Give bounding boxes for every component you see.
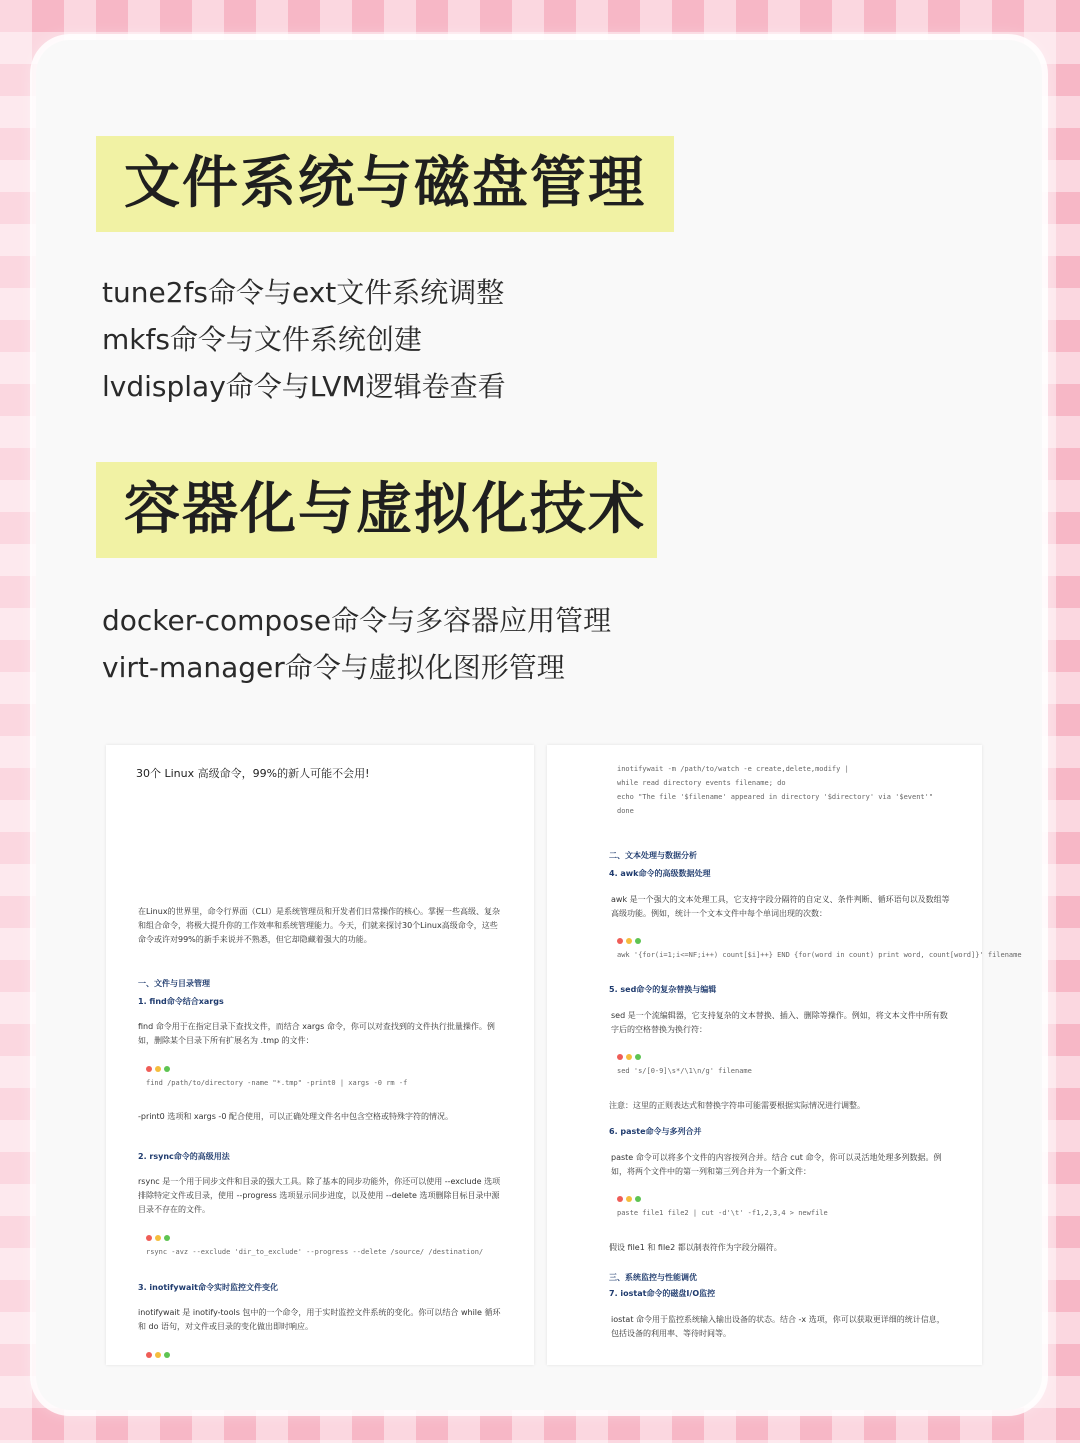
code-block: awk '{for(i=1;i<=NF;i++) count[$i]++} END {for(word in count) print word, count[word]}' filename [617, 951, 1022, 959]
code-block: rsync -avz --exclude 'dir_to_exclude' --progress --delete /source/ /destination/ [146, 1248, 484, 1256]
paragraph: paste 命令可以将多个文件的内容按列合并。结合 cut 命令，你可以灵活地处理多列数据。例如，将两个文件中的第一列和第三列合并为一个新文件： [611, 1153, 942, 1176]
code-window-dots [146, 1349, 173, 1357]
code-block: sed 's/[0-9]\s*/\1\n/g' filename [617, 1067, 752, 1075]
code-block: find /path/to/directory -name "*.tmp" -print0 | xargs -0 rm -f [146, 1079, 408, 1087]
paragraph: rsync 是一个用于同步文件和目录的强大工具。除了基本的同步功能外，你还可以使用 --exclude 选项排除特定文件或目录，使用 --progress 选项显示同步进度，以及使用 --delete 选项删除目标目录中源目录不存在的文件。 [138, 1177, 501, 1214]
subsection-heading: 4. awk命令的高级数据处理 [609, 869, 711, 878]
paragraph: awk 是一个强大的文本处理工具，它支持字段分隔符的自定义、条件判断、循环语句以及数组等高级功能。例如，统计一个文本文件中每个单词出现的次数： [611, 895, 950, 918]
list-item: lvdisplay命令与LVM逻辑卷查看 [102, 370, 506, 403]
list-item: tune2fs命令与ext文件系统调整 [102, 276, 505, 309]
list-item: virt-manager命令与虚拟化图形管理 [102, 651, 565, 684]
subsection-heading: 1. find命令结合xargs [138, 997, 224, 1006]
section-title-filesystem: 文件系统与磁盘管理 [96, 136, 674, 232]
subsection-heading: 5. sed命令的复杂替换与编辑 [609, 985, 717, 994]
paragraph: find 命令用于在指定目录下查找文件，而结合 xargs 命令，你可以对查找到的文件执行批量操作。例如，删除某个目录下所有扩展名为 .tmp 的文件： [138, 1022, 495, 1045]
paragraph: iostat 命令用于监控系统输入输出设备的状态。结合 -x 选项，你可以获取更详细的统计信息，包括设备的利用率、等待时间等。 [611, 1315, 945, 1338]
section-heading: 三、系统监控与性能调优 [609, 1273, 697, 1282]
code-window-dots [146, 1063, 173, 1071]
section-title-virtualization: 容器化与虚拟化技术 [96, 462, 657, 558]
code-line: inotifywait -m /path/to/watch -e create,delete,modify | [617, 765, 849, 773]
code-window-dots [146, 1232, 173, 1240]
paragraph: 假设 file1 和 file2 都以制表符作为字段分隔符。 [609, 1243, 782, 1252]
paragraph: inotifywait 是 inotify-tools 包中的一个命令，用于实时监控文件系统的变化。你可以结合 while 循环和 do 语句，对文件或目录的变化做出即时响应。 [138, 1308, 501, 1331]
paragraph: sed 是一个流编辑器，它支持复杂的文本替换、插入、删除等操作。例如，将文本文件中所有数字后的空格替换为换行符： [611, 1011, 948, 1034]
document-page-left [106, 745, 534, 1365]
code-line: done [617, 807, 634, 815]
paragraph: -print0 选项和 xargs -0 配合使用，可以正确处理文件名中包含空格或特殊字符的情况。 [138, 1112, 453, 1121]
code-block: paste file1 file2 | cut -d'\t' -f1,2,3,4 > newfile [617, 1209, 828, 1217]
list-item: docker-compose命令与多容器应用管理 [102, 604, 612, 637]
code-line: while read directory events filename; do [617, 779, 786, 787]
subsection-heading: 3. inotifywait命令实时监控文件变化 [138, 1283, 278, 1292]
list-item: mkfs命令与文件系统创建 [102, 323, 422, 356]
code-window-dots [617, 1051, 644, 1059]
filesystem-command-list [102, 269, 506, 410]
note-paragraph: 注意：这里的正则表达式和替换字符串可能需要根据实际情况进行调整。 [609, 1101, 865, 1110]
code-window-dots [617, 1193, 644, 1201]
section-heading: 一、文件与目录管理 [138, 979, 210, 988]
code-window-dots [617, 935, 644, 943]
code-line: echo "The file '$filename' appeared in directory '$directory' via '$event'" [617, 793, 934, 801]
subsection-heading: 6. paste命令与多列合并 [609, 1127, 702, 1136]
article-title: 30个 Linux 高级命令，99%的新人可能不会用! [136, 767, 370, 780]
document-page-right [547, 745, 1022, 1365]
virtualization-command-list [102, 597, 611, 691]
subsection-heading: 2. rsync命令的高级用法 [138, 1152, 230, 1161]
intro-paragraph: 在Linux的世界里，命令行界面（CLI）是系统管理员和开发者们日常操作的核心。掌握一些高级、复杂和组合命令，将极大提升你的工作效率和系统管理能力。今天，们就来探讨30个Linux高级命令，这些命令或许对99%的新手来说并不熟悉，但它却隐藏着强大的功能。 [138, 907, 500, 944]
subsection-heading: 7. iostat命令的磁盘I/O监控 [609, 1289, 716, 1298]
section-heading: 二、文本处理与数据分析 [609, 851, 697, 860]
